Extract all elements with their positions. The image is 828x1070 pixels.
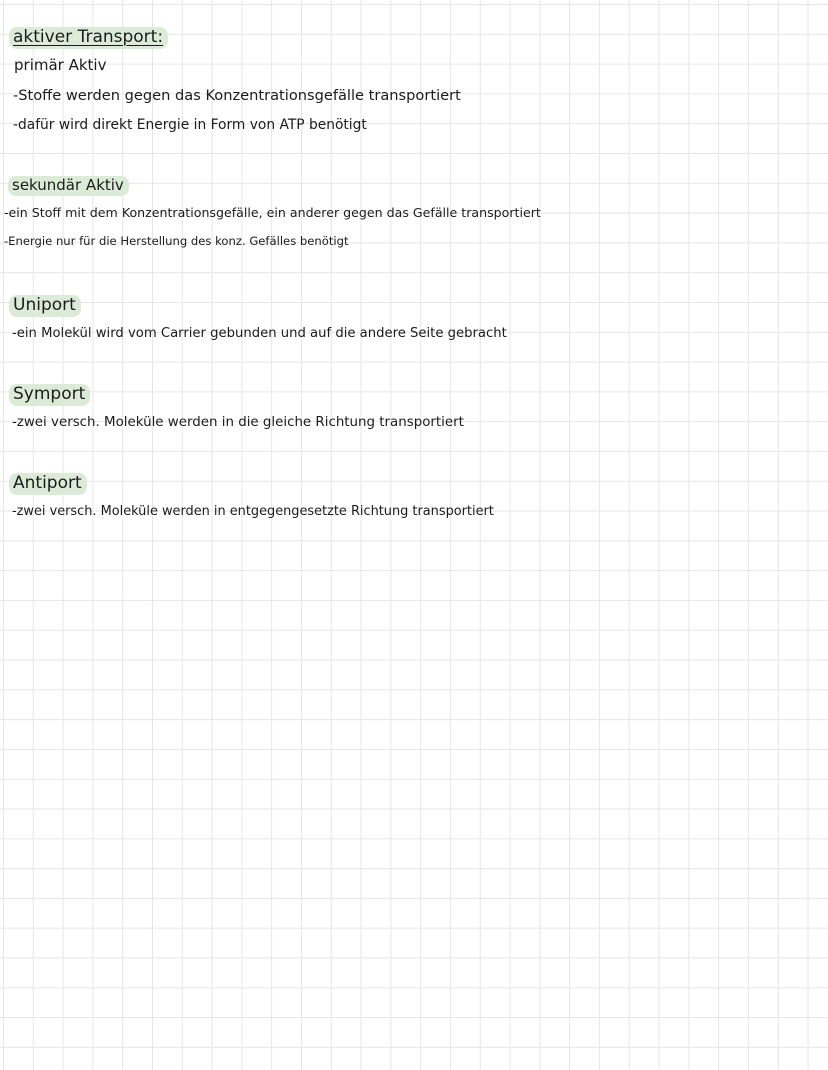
subheading-primaer-aktiv: primär Aktiv bbox=[14, 56, 107, 74]
note-line: -Stoffe werden gegen das Konzentrationsgefälle transportiert bbox=[13, 87, 461, 104]
note-line: -ein Stoff mit dem Konzentrationsgefälle, ein anderer gegen das Gefälle transportiert bbox=[4, 205, 541, 220]
heading-sekundaer-aktiv: sekundär Aktiv bbox=[8, 176, 129, 196]
note-line: -zwei versch. Moleküle werden in die gleiche Richtung transportiert bbox=[12, 415, 464, 430]
heading-symport: Symport bbox=[9, 384, 90, 406]
note-line: -zwei versch. Moleküle werden in entgegengesetzte Richtung transportiert bbox=[12, 504, 494, 519]
note-line: -ein Molekül wird vom Carrier gebunden und auf die andere Seite gebracht bbox=[12, 326, 507, 341]
heading-aktiver-transport: aktiver Transport: bbox=[9, 27, 168, 49]
note-line: -dafür wird direkt Energie in Form von ATP benötigt bbox=[13, 117, 367, 133]
note-line: -Energie nur für die Herstellung des konz. Gefälles benötigt bbox=[4, 234, 349, 248]
heading-uniport: Uniport bbox=[9, 295, 81, 317]
heading-antiport: Antiport bbox=[9, 473, 87, 495]
